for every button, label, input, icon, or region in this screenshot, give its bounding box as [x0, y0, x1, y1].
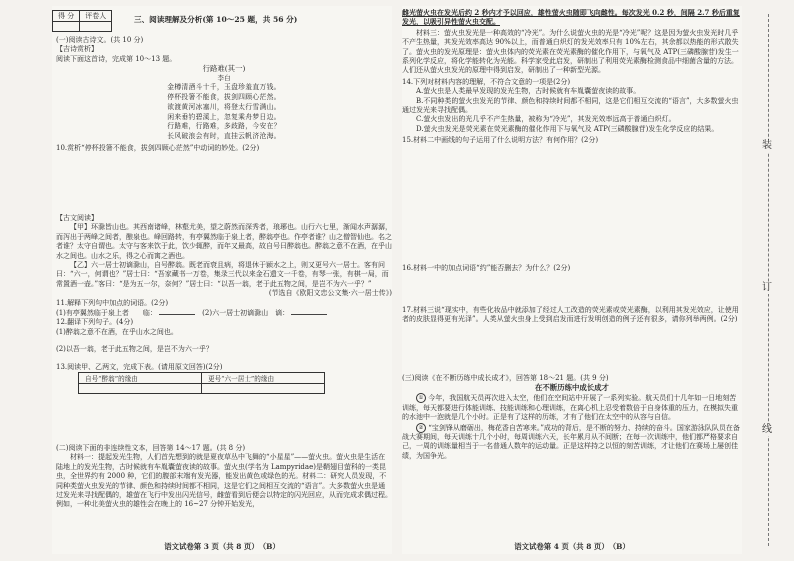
table-answer-cell[interactable]	[79, 384, 202, 394]
classical-para-2: 【乙】六一居士初谪滁山，自号醉翁。既老而衰且病，将退休于颍水之上，则又更号六一居士。客有问曰：“六一，何谓也？”居士曰：“吾家藏书一万卷，集录三代以来金石遗文一千卷，有琴一张，有棋一局，而常置酒一壶。”客曰：“是为五一尔，奈何？”居士曰：“以吾一翁，老于此五物之间，是岂不为六一乎？”	[56, 261, 389, 288]
exam-page-3	[52, 6, 392, 554]
grader-label: 评卷人	[80, 11, 112, 22]
poem-line: 金樽清酒斗十千，玉盘珍羞直万钱。	[167, 83, 281, 92]
poetry-subheading: 【吉诗赏析】	[56, 45, 98, 54]
poem-line: 闲来垂钓碧溪上，忽复乘舟梦日边。	[167, 112, 281, 121]
poem-line: 停杯投箸不能食，拔剑四顾心茫然。	[167, 93, 281, 102]
question-14-option[interactable]: D.萤火虫发光是荧光素在荧光素酶的催化作用下与氧气及 ATP(三磷酸腺苷)发生化学反应的结果。	[416, 124, 719, 133]
binding-line	[768, 14, 769, 546]
passage-3-part-label: (三)阅读《在不断历练中成长成才》，回答第 18～21 题。(共 9 分)	[402, 374, 609, 382]
question-11-item: (1)有亭翼然临于泉上者 临：	[56, 309, 157, 318]
question-12-item: (1)醉翁之意不在酒，在乎山水之间也。	[56, 327, 178, 336]
binding-label: 线	[762, 424, 772, 435]
table-header: 更号“六一居士”的缘由	[202, 373, 325, 384]
table-header: 自号“醉翁”的缘由	[79, 373, 202, 384]
answer-blank[interactable]	[159, 308, 195, 315]
classical-subheading: 【古文阅读】	[56, 214, 98, 222]
paragraph-number-icon: ①	[416, 393, 426, 403]
passage-2-part-label: (二)阅读下面的非连续性文本，回答第 14～17 题。(共 8 分)	[56, 444, 246, 452]
poem-line: 长风破浪会有时，直挂云帆济沧海。	[167, 132, 281, 141]
classical-para-1: 【甲】环滁皆山也。其西南诸峰，林壑尤美，望之蔚然而深秀者，琅琊也。山行六七里，渐闻水声潺潺，而泻出于两峰之间者，酿泉也。峰回路转，有亭翼然临于泉上者，醉翁亭也。作亭者谁？山之僧智仙也。名之者谁？太守自谓也。太守与客来饮于此，饮少辄醉，而年又最高，故自号曰醉翁也。醉翁之意不在酒，在乎山水之间也。山水之乐，得之心而寓之酒也。	[56, 223, 392, 260]
question-12-item: (2)以吾一翁，老于此五物之间，是岂不为六一乎？	[56, 345, 213, 354]
section-heading: 三、阅读理解及分析(第 10～25 题，共 56 分)	[134, 15, 298, 24]
poem-line: 行路难，行路难，多歧路，今安在？	[167, 122, 281, 131]
passage-2-text: 材料一：提起发光生物，人们首先想到的就是夏夜草丛中飞舞的“小星星”——萤火虫。萤火虫是生活在陆地上的发光生物，古时候就有车胤囊萤夜读的故事。萤火虫(学名为 Lampyridae)是鞘翅目萤科的一类昆虫，全世界约有 2000 种，它们的腹部末端有发光器，能发出黄色或绿色的光。材料二：研究人员发现，不同种类萤火虫发光的节律、颜色和持续时间都不相同，这是它们之间相互交流的“语言”。大多数萤火虫是通过发光来寻找配偶的，雄萤在飞行中发出闪光信号，雌萤看到后便会以特定的闪光回应，从而完成求偶过程。例如，一种北美萤火虫的雄性会在晚上的 16~27 分钟开始发光，	[56, 453, 392, 509]
answer-blank[interactable]	[291, 308, 327, 315]
binding-label: 订	[762, 282, 772, 293]
question-14-option[interactable]: C.萤火虫发出的光几乎不产生热量，被称为“冷光”，其发光效率远高于普通白炽灯。	[416, 115, 676, 124]
question-11-items	[56, 308, 392, 318]
material-3: 材料三：萤火虫发光是一种高效的“冷光”。为什么说萤火虫的光是“冷光”呢？这是因为萤火虫发光时几乎不产生热量，其发光效率高达 90%以上，而普通白炽灯的发光效率只有 10%左右，其余都以热能的形式散失了。萤火虫的发光原理是：萤火虫体内的荧光素在荧光素酶的催化作用下，与氧气及 ATP(三磷酸腺苷)发生一系列化学反应，将化学能转化为光能。科学家受此启发，研制出了利用荧光素酶检测食品中细菌含量的方法。人们还从萤火虫发光的原理中得到启发，研制出了一种新型光源。	[402, 28, 739, 75]
passage-3-para-2: “宝剑锋从磨砺出，梅花香自苦寒来。”成功的背后，是不断的努力、持续的奋斗。国家游泳队队员在备战大赛期间，每天训练十几个小时，每周训练六天，长年累月从不间断；在每一次训练中，他们都严格要求自己，一周的训练量相当于一名普通人数年的运动量。正是这样持之以恒的刻苦训练，才让他们在赛场上屡创佳绩，为国争光。	[402, 423, 740, 460]
classical-source: (节选自《欧阳文忠公文集·六一居士传》)	[268, 289, 392, 298]
binding-label: 装	[762, 140, 772, 151]
poetry-note: 阅读下面这首诗，完成第 10～13 题。	[56, 54, 177, 63]
question-17-block	[402, 306, 742, 325]
question-17: 17.材料三说“现实中，有些化妆品中就添加了经过人工改造的荧光素或荧光素酶，以利用其发光效应，让使用者的皮肤显得更有光泽”。人类从萤火虫身上受到启发而进行发明创造的例子还有很多，请你列举两例。(2分)	[402, 306, 739, 324]
page-footer: 语文试卷第 3 页（共 8 页） （B）	[164, 542, 280, 551]
score-label: 得 分	[53, 11, 80, 22]
question-14-option[interactable]: B.不同种类的萤火虫发光的节律、颜色和持续时间都不相同，这是它们相互交流的“语言”，大多数萤火虫通过发光来寻找配偶。	[402, 96, 739, 115]
question-13: 13.阅读甲、乙两文，完成下表。(请用原文回答)(2分)	[56, 362, 223, 371]
question-11-item: (2)六一居士初谪滁山 谪：	[202, 309, 290, 318]
passage-3-para	[402, 423, 742, 462]
passage-3-section	[402, 374, 742, 461]
classical-section	[56, 214, 392, 394]
question-16-block	[402, 264, 742, 273]
poem-author: 李白	[217, 74, 231, 83]
question-16: 16.材料一中的加点词语“约”能否删去？为什么？(2分)	[402, 264, 571, 272]
poem-title: 行路难(其一)	[202, 64, 246, 74]
question-14-option[interactable]: A.萤火虫是人类最早发现的发光生物，古时候就有车胤囊萤夜读的故事。	[416, 87, 641, 96]
poetry-part-label: (一)阅读古诗文。(共 10 分)	[56, 36, 144, 44]
score-box	[52, 10, 112, 32]
question-12: 12.翻译下列句子。(4分)	[56, 318, 134, 327]
material-top-text: 雌光萤火虫在发光后约 2 秒内才予以回应，雄性萤火虫随即飞向雌性。每次发光 0.2 秒，间隔 2.7 秒后重复发光，以吸引异性萤火虫交配。	[402, 8, 740, 27]
poem-line: 欲渡黄河冰塞川，将登太行雪满山。	[167, 102, 281, 111]
material-section	[402, 8, 742, 146]
passage-3-title: 在不断历练中成长成才	[535, 383, 609, 393]
poetry-section	[56, 36, 392, 153]
passage-3-para-1: 今年，我国航天员再次进入太空，他们在空间站中开展了一系列实验。航天员们十几年如一日地刻苦训练，每天都要进行体能训练、技能训练和心理训练，在离心机上忍受着数倍于自身体重的压力，在模拟失重的水池中一泡就是几个小时。正是有了这样的历练，才有了他们在太空中的从容与自信。	[402, 394, 738, 422]
question-15: 15.材料二中画线的句子运用了什么说明方法？有何作用？(2分)	[402, 136, 599, 145]
question-11: 11.解释下列句中加点的词语。(2分)	[56, 298, 169, 307]
question-10: 10.赏析“停杯投箸不能食，拔剑四顾心茫然”中动词的妙处。(2分)	[56, 144, 260, 152]
passage-3-para	[402, 393, 742, 422]
exam-page-4	[402, 6, 742, 554]
question-14: 14.下列对材料内容的理解，不符合文意的一项是(2分)	[402, 77, 571, 86]
page-footer: 语文试卷第 4 页（共 8 页） （B）	[514, 542, 630, 551]
paragraph-number-icon: ②	[416, 423, 426, 433]
answer-table	[78, 372, 325, 394]
table-answer-cell[interactable]	[202, 384, 325, 394]
passage-2-section	[56, 444, 392, 510]
